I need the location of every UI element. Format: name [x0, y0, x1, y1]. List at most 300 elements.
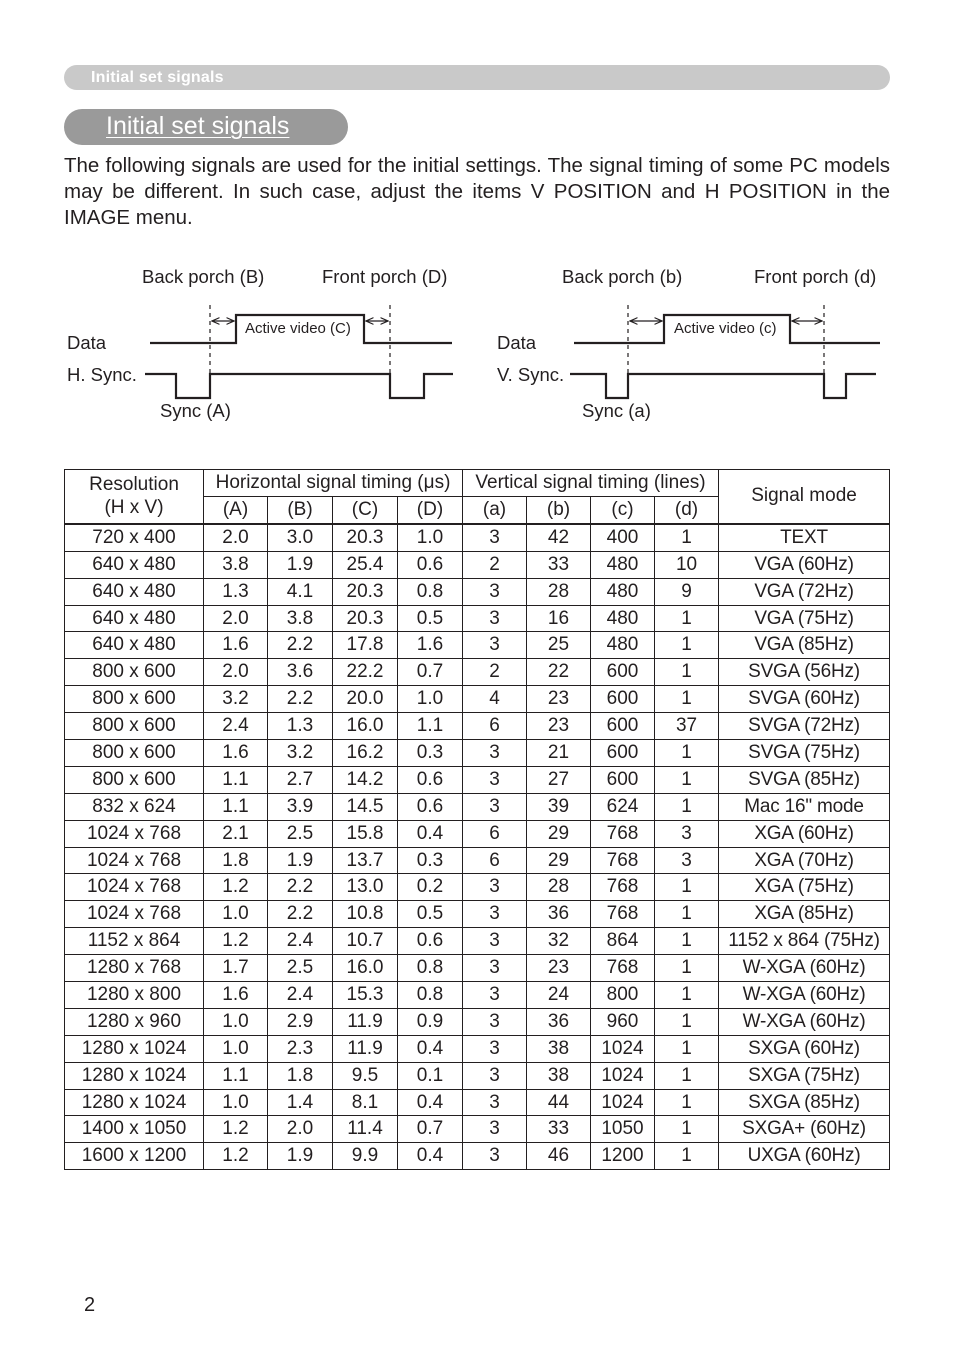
cell-vsync-a: 3 [463, 1062, 527, 1089]
cell-hsync-a: 1.8 [204, 847, 268, 874]
cell-signal-mode: SXGA (85Hz) [719, 1089, 890, 1116]
subheader-c-upper: (C) [333, 497, 398, 524]
cell-hfront-d: 0.3 [398, 847, 463, 874]
cell-hfront-d: 1.0 [398, 524, 463, 551]
cell-vactive-c: 768 [591, 901, 655, 928]
cell-vfront-d: 1 [655, 659, 719, 686]
cell-resolution: 1280 x 800 [65, 982, 204, 1009]
cell-hactive-c: 20.3 [333, 578, 398, 605]
cell-resolution: 720 x 400 [65, 524, 204, 551]
cell-vback-b: 24 [527, 982, 591, 1009]
cell-hactive-c: 14.2 [333, 766, 398, 793]
table-row [65, 713, 890, 740]
cell-hback-b: 3.0 [268, 524, 333, 551]
h-sync-label: H. Sync. [67, 364, 137, 385]
cell-hback-b: 1.4 [268, 1089, 333, 1116]
cell-vfront-d: 1 [655, 1035, 719, 1062]
table-row [65, 955, 890, 982]
cell-hfront-d: 0.6 [398, 766, 463, 793]
cell-resolution: 640 x 480 [65, 605, 204, 632]
cell-vactive-c: 768 [591, 820, 655, 847]
cell-hsync-a: 2.0 [204, 659, 268, 686]
cell-hactive-c: 16.2 [333, 740, 398, 767]
section-header-label: Initial set signals [91, 69, 224, 86]
cell-vfront-d: 1 [655, 982, 719, 1009]
cell-hsync-a: 2.0 [204, 605, 268, 632]
cell-vsync-a: 3 [463, 766, 527, 793]
cell-signal-mode: SXGA (60Hz) [719, 1035, 890, 1062]
cell-vactive-c: 768 [591, 955, 655, 982]
cell-resolution: 1024 x 768 [65, 874, 204, 901]
front-porch-d-small-label: Front porch (d) [754, 266, 877, 287]
cell-signal-mode: VGA (72Hz) [719, 578, 890, 605]
cell-hactive-c: 10.7 [333, 928, 398, 955]
cell-hsync-a: 1.0 [204, 1008, 268, 1035]
cell-vactive-c: 480 [591, 605, 655, 632]
cell-vactive-c: 768 [591, 874, 655, 901]
active-video-c-small-label: Active video (c) [674, 320, 777, 337]
cell-signal-mode: W-XGA (60Hz) [719, 955, 890, 982]
cell-resolution: 640 x 480 [65, 578, 204, 605]
cell-resolution: 800 x 600 [65, 766, 204, 793]
cell-hactive-c: 16.0 [333, 713, 398, 740]
data-label-h: Data [67, 332, 107, 353]
table-row [65, 1089, 890, 1116]
cell-hactive-c: 15.3 [333, 982, 398, 1009]
cell-resolution: 1024 x 768 [65, 820, 204, 847]
data-label-v: Data [497, 332, 537, 353]
cell-vfront-d: 1 [655, 1062, 719, 1089]
subheader-d-lower: (d) [655, 497, 719, 524]
cell-vsync-a: 3 [463, 524, 527, 551]
cell-hback-b: 2.3 [268, 1035, 333, 1062]
page-number: 2 [84, 1294, 96, 1316]
cell-vsync-a: 2 [463, 551, 527, 578]
cell-hback-b: 1.9 [268, 1143, 333, 1170]
cell-hactive-c: 20.3 [333, 524, 398, 551]
sync-a-label: Sync (A) [160, 400, 231, 421]
table-row [65, 551, 890, 578]
signal-timing-table [64, 469, 890, 1170]
cell-signal-mode: SVGA (85Hz) [719, 766, 890, 793]
v-sync-label: V. Sync. [497, 364, 565, 385]
intro-paragraph: The following signals are used for the initial settings. The signal timing of some PC models may be different. In such case, adjust the items V POSITION and H POSITION in the IMAGE menu. [64, 154, 890, 229]
cell-hsync-a: 3.2 [204, 686, 268, 713]
cell-hback-b: 2.2 [268, 632, 333, 659]
cell-vfront-d: 10 [655, 551, 719, 578]
cell-vsync-a: 3 [463, 578, 527, 605]
cell-hfront-d: 0.6 [398, 793, 463, 820]
cell-resolution: 1280 x 1024 [65, 1035, 204, 1062]
table-header-row [65, 470, 890, 497]
cell-signal-mode: XGA (70Hz) [719, 847, 890, 874]
cell-hback-b: 3.6 [268, 659, 333, 686]
cell-resolution: 1280 x 960 [65, 1008, 204, 1035]
horizontal-timing-header: Horizontal signal timing (μs) [204, 470, 463, 497]
active-video-c-label: Active video (C) [245, 320, 351, 337]
cell-resolution: 1600 x 1200 [65, 1143, 204, 1170]
cell-vactive-c: 480 [591, 632, 655, 659]
cell-hsync-a: 2.4 [204, 713, 268, 740]
cell-hback-b: 1.3 [268, 713, 333, 740]
back-porch-b-label: Back porch (B) [142, 266, 265, 287]
cell-hsync-a: 1.2 [204, 1116, 268, 1143]
cell-signal-mode: W-XGA (60Hz) [719, 982, 890, 1009]
table-row [65, 766, 890, 793]
cell-hactive-c: 13.7 [333, 847, 398, 874]
cell-resolution: 1280 x 1024 [65, 1062, 204, 1089]
cell-vsync-a: 6 [463, 847, 527, 874]
subheader-b-upper: (B) [268, 497, 333, 524]
cell-resolution: 1280 x 1024 [65, 1089, 204, 1116]
section-header-bar [64, 65, 890, 90]
cell-signal-mode: W-XGA (60Hz) [719, 1008, 890, 1035]
cell-hactive-c: 20.3 [333, 605, 398, 632]
cell-signal-mode: XGA (85Hz) [719, 901, 890, 928]
table-row [65, 605, 890, 632]
cell-hfront-d: 0.5 [398, 605, 463, 632]
cell-hsync-a: 2.0 [204, 524, 268, 551]
cell-vback-b: 23 [527, 955, 591, 982]
cell-signal-mode: SVGA (75Hz) [719, 740, 890, 767]
cell-vsync-a: 3 [463, 1089, 527, 1116]
cell-vsync-a: 3 [463, 793, 527, 820]
cell-vback-b: 28 [527, 578, 591, 605]
cell-resolution: 1400 x 1050 [65, 1116, 204, 1143]
cell-hback-b: 2.2 [268, 874, 333, 901]
cell-signal-mode: 1152 x 864 (75Hz) [719, 928, 890, 955]
subheader-c-lower: (c) [591, 497, 655, 524]
cell-vactive-c: 400 [591, 524, 655, 551]
cell-hfront-d: 0.5 [398, 901, 463, 928]
cell-vfront-d: 1 [655, 766, 719, 793]
cell-hfront-d: 0.3 [398, 740, 463, 767]
cell-hback-b: 2.7 [268, 766, 333, 793]
cell-vfront-d: 1 [655, 955, 719, 982]
cell-resolution: 640 x 480 [65, 551, 204, 578]
cell-vback-b: 28 [527, 874, 591, 901]
cell-hback-b: 3.2 [268, 740, 333, 767]
cell-vsync-a: 3 [463, 874, 527, 901]
cell-hactive-c: 22.2 [333, 659, 398, 686]
cell-vfront-d: 1 [655, 1089, 719, 1116]
cell-signal-mode: VGA (60Hz) [719, 551, 890, 578]
cell-signal-mode: UXGA (60Hz) [719, 1143, 890, 1170]
cell-vsync-a: 3 [463, 632, 527, 659]
cell-hback-b: 3.8 [268, 605, 333, 632]
cell-resolution: 800 x 600 [65, 740, 204, 767]
page-title-pill [64, 109, 348, 145]
cell-hactive-c: 13.0 [333, 874, 398, 901]
cell-vback-b: 36 [527, 901, 591, 928]
cell-hsync-a: 1.3 [204, 578, 268, 605]
cell-hsync-a: 1.1 [204, 793, 268, 820]
cell-vfront-d: 1 [655, 605, 719, 632]
cell-vback-b: 38 [527, 1035, 591, 1062]
cell-vsync-a: 2 [463, 659, 527, 686]
cell-hsync-a: 1.2 [204, 874, 268, 901]
cell-hactive-c: 10.8 [333, 901, 398, 928]
cell-hback-b: 2.5 [268, 820, 333, 847]
cell-hsync-a: 2.1 [204, 820, 268, 847]
cell-vfront-d: 1 [655, 928, 719, 955]
cell-vfront-d: 1 [655, 1116, 719, 1143]
cell-hfront-d: 0.7 [398, 1116, 463, 1143]
cell-vactive-c: 768 [591, 847, 655, 874]
cell-signal-mode: VGA (75Hz) [719, 605, 890, 632]
cell-hback-b: 2.2 [268, 686, 333, 713]
cell-vfront-d: 1 [655, 632, 719, 659]
cell-signal-mode: SVGA (72Hz) [719, 713, 890, 740]
cell-vactive-c: 624 [591, 793, 655, 820]
cell-hactive-c: 17.8 [333, 632, 398, 659]
cell-vback-b: 36 [527, 1008, 591, 1035]
table-row [65, 874, 890, 901]
back-porch-b-small-label: Back porch (b) [562, 266, 683, 287]
table-row [65, 1008, 890, 1035]
cell-vback-b: 44 [527, 1089, 591, 1116]
cell-vactive-c: 480 [591, 551, 655, 578]
cell-hactive-c: 9.9 [333, 1143, 398, 1170]
cell-vback-b: 39 [527, 793, 591, 820]
cell-vactive-c: 600 [591, 713, 655, 740]
cell-hfront-d: 0.9 [398, 1008, 463, 1035]
table-row [65, 793, 890, 820]
cell-vactive-c: 960 [591, 1008, 655, 1035]
cell-vactive-c: 600 [591, 740, 655, 767]
cell-hback-b: 2.5 [268, 955, 333, 982]
cell-signal-mode: XGA (75Hz) [719, 874, 890, 901]
cell-hactive-c: 11.4 [333, 1116, 398, 1143]
cell-hfront-d: 0.4 [398, 820, 463, 847]
cell-vback-b: 16 [527, 605, 591, 632]
cell-hfront-d: 0.1 [398, 1062, 463, 1089]
cell-hback-b: 2.4 [268, 982, 333, 1009]
cell-hactive-c: 15.8 [333, 820, 398, 847]
cell-hsync-a: 1.6 [204, 740, 268, 767]
cell-hfront-d: 0.4 [398, 1143, 463, 1170]
cell-vfront-d: 1 [655, 901, 719, 928]
cell-hsync-a: 1.2 [204, 928, 268, 955]
table-row [65, 1035, 890, 1062]
cell-hactive-c: 8.1 [333, 1089, 398, 1116]
cell-vback-b: 29 [527, 820, 591, 847]
cell-resolution: 1024 x 768 [65, 901, 204, 928]
table-body [65, 524, 890, 1170]
resolution-header-line1: Resolution [89, 474, 179, 496]
cell-signal-mode: XGA (60Hz) [719, 820, 890, 847]
cell-hsync-a: 1.2 [204, 1143, 268, 1170]
signal-mode-header: Signal mode [719, 470, 890, 524]
vertical-timing-header: Vertical signal timing (lines) [463, 470, 719, 497]
cell-vsync-a: 6 [463, 713, 527, 740]
cell-resolution: 1152 x 864 [65, 928, 204, 955]
cell-vback-b: 46 [527, 1143, 591, 1170]
cell-resolution: 800 x 600 [65, 659, 204, 686]
cell-hactive-c: 25.4 [333, 551, 398, 578]
cell-vactive-c: 864 [591, 928, 655, 955]
cell-vback-b: 25 [527, 632, 591, 659]
cell-vfront-d: 3 [655, 820, 719, 847]
cell-vsync-a: 3 [463, 1143, 527, 1170]
cell-hsync-a: 1.1 [204, 1062, 268, 1089]
cell-vback-b: 33 [527, 1116, 591, 1143]
cell-hfront-d: 0.8 [398, 982, 463, 1009]
cell-hback-b: 2.0 [268, 1116, 333, 1143]
cell-hback-b: 3.9 [268, 793, 333, 820]
cell-vfront-d: 1 [655, 740, 719, 767]
cell-hfront-d: 1.1 [398, 713, 463, 740]
cell-hfront-d: 0.4 [398, 1089, 463, 1116]
cell-vback-b: 22 [527, 659, 591, 686]
cell-vactive-c: 600 [591, 659, 655, 686]
subheader-d-upper: (D) [398, 497, 463, 524]
cell-vback-b: 23 [527, 713, 591, 740]
cell-vactive-c: 1050 [591, 1116, 655, 1143]
cell-vback-b: 21 [527, 740, 591, 767]
cell-vback-b: 29 [527, 847, 591, 874]
cell-hactive-c: 11.9 [333, 1035, 398, 1062]
cell-hfront-d: 0.2 [398, 874, 463, 901]
cell-hsync-a: 1.6 [204, 982, 268, 1009]
cell-hfront-d: 0.8 [398, 578, 463, 605]
table-row [65, 740, 890, 767]
cell-vsync-a: 3 [463, 1116, 527, 1143]
table-row [65, 847, 890, 874]
cell-hback-b: 1.9 [268, 551, 333, 578]
cell-resolution: 832 x 624 [65, 793, 204, 820]
cell-hsync-a: 1.0 [204, 1035, 268, 1062]
cell-vfront-d: 1 [655, 874, 719, 901]
resolution-header [65, 470, 204, 524]
cell-vback-b: 33 [527, 551, 591, 578]
cell-resolution: 1024 x 768 [65, 847, 204, 874]
page-title: Initial set signals [106, 112, 290, 140]
cell-vsync-a: 4 [463, 686, 527, 713]
cell-resolution: 1280 x 768 [65, 955, 204, 982]
cell-vfront-d: 3 [655, 847, 719, 874]
cell-vback-b: 23 [527, 686, 591, 713]
cell-vfront-d: 9 [655, 578, 719, 605]
cell-resolution: 640 x 480 [65, 632, 204, 659]
cell-vactive-c: 1200 [591, 1143, 655, 1170]
table-row [65, 1062, 890, 1089]
cell-hsync-a: 3.8 [204, 551, 268, 578]
cell-vactive-c: 1024 [591, 1035, 655, 1062]
cell-resolution: 800 x 600 [65, 713, 204, 740]
sync-a-small-label: Sync (a) [582, 400, 651, 421]
subheader-b-lower: (b) [527, 497, 591, 524]
cell-hback-b: 1.9 [268, 847, 333, 874]
h-sync-waveform [145, 374, 453, 398]
table-row [65, 524, 890, 551]
cell-signal-mode: SVGA (60Hz) [719, 686, 890, 713]
cell-vsync-a: 3 [463, 901, 527, 928]
subheader-a-upper: (A) [204, 497, 268, 524]
cell-hsync-a: 1.1 [204, 766, 268, 793]
cell-vactive-c: 600 [591, 686, 655, 713]
table-row [65, 659, 890, 686]
cell-hsync-a: 1.7 [204, 955, 268, 982]
vertical-timing-diagram [497, 266, 880, 421]
cell-vsync-a: 3 [463, 1008, 527, 1035]
cell-signal-mode: SXGA (75Hz) [719, 1062, 890, 1089]
table-row [65, 820, 890, 847]
cell-vback-b: 27 [527, 766, 591, 793]
cell-vfront-d: 1 [655, 686, 719, 713]
cell-hfront-d: 0.6 [398, 928, 463, 955]
resolution-header-line2: (H x V) [104, 497, 164, 519]
cell-vsync-a: 3 [463, 1035, 527, 1062]
cell-vsync-a: 3 [463, 605, 527, 632]
cell-vsync-a: 6 [463, 820, 527, 847]
cell-vback-b: 32 [527, 928, 591, 955]
cell-hback-b: 2.2 [268, 901, 333, 928]
front-porch-d-label: Front porch (D) [322, 266, 448, 287]
table-row [65, 901, 890, 928]
cell-vactive-c: 600 [591, 766, 655, 793]
cell-vactive-c: 800 [591, 982, 655, 1009]
cell-hfront-d: 1.6 [398, 632, 463, 659]
cell-signal-mode: SXGA+ (60Hz) [719, 1116, 890, 1143]
cell-vsync-a: 3 [463, 982, 527, 1009]
cell-hback-b: 4.1 [268, 578, 333, 605]
v-sync-waveform [570, 374, 876, 398]
cell-hsync-a: 1.6 [204, 632, 268, 659]
table-row [65, 632, 890, 659]
cell-vactive-c: 1024 [591, 1089, 655, 1116]
cell-vfront-d: 1 [655, 524, 719, 551]
cell-signal-mode: TEXT [719, 524, 890, 551]
cell-vfront-d: 1 [655, 1143, 719, 1170]
cell-vsync-a: 3 [463, 928, 527, 955]
cell-vsync-a: 3 [463, 955, 527, 982]
cell-vfront-d: 1 [655, 793, 719, 820]
table-row [65, 1143, 890, 1170]
table-row [65, 982, 890, 1009]
cell-vsync-a: 3 [463, 740, 527, 767]
cell-signal-mode: VGA (85Hz) [719, 632, 890, 659]
cell-hfront-d: 0.6 [398, 551, 463, 578]
cell-vactive-c: 1024 [591, 1062, 655, 1089]
cell-hactive-c: 20.0 [333, 686, 398, 713]
table-row [65, 928, 890, 955]
table-row [65, 1116, 890, 1143]
cell-vback-b: 42 [527, 524, 591, 551]
cell-vactive-c: 480 [591, 578, 655, 605]
cell-hback-b: 2.4 [268, 928, 333, 955]
cell-hsync-a: 1.0 [204, 901, 268, 928]
cell-resolution: 800 x 600 [65, 686, 204, 713]
cell-vfront-d: 1 [655, 1008, 719, 1035]
horizontal-timing-diagram [67, 266, 453, 421]
signal-timing-diagram [0, 255, 954, 435]
cell-vfront-d: 37 [655, 713, 719, 740]
cell-hback-b: 2.9 [268, 1008, 333, 1035]
subheader-a-lower: (a) [463, 497, 527, 524]
table-row [65, 686, 890, 713]
cell-hsync-a: 1.0 [204, 1089, 268, 1116]
cell-signal-mode: Mac 16" mode [719, 793, 890, 820]
cell-hactive-c: 14.5 [333, 793, 398, 820]
cell-hfront-d: 1.0 [398, 686, 463, 713]
cell-hactive-c: 9.5 [333, 1062, 398, 1089]
cell-hfront-d: 0.8 [398, 955, 463, 982]
cell-hfront-d: 0.4 [398, 1035, 463, 1062]
cell-vback-b: 38 [527, 1062, 591, 1089]
cell-hfront-d: 0.7 [398, 659, 463, 686]
cell-signal-mode: SVGA (56Hz) [719, 659, 890, 686]
